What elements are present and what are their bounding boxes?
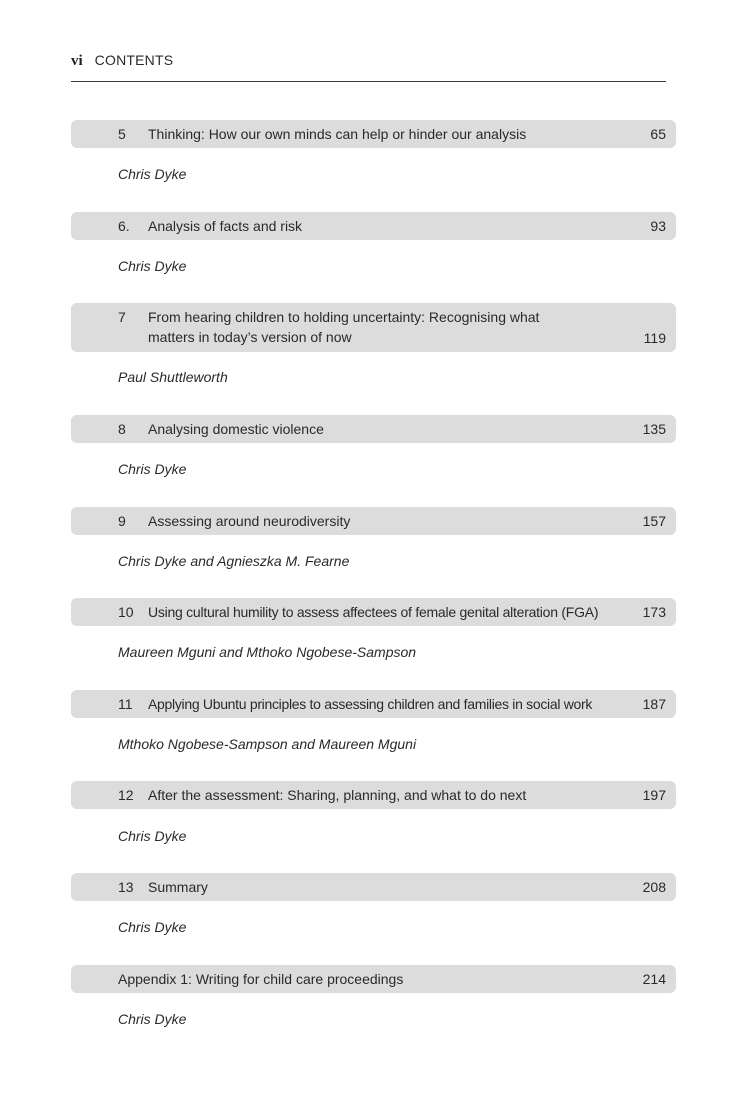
page-number: 197: [642, 787, 666, 803]
chapter-author: Chris Dyke and Agnieszka M. Fearne: [118, 553, 350, 569]
page-number: 208: [642, 879, 666, 895]
page-number: 173: [642, 604, 666, 620]
chapter-title[interactable]: Applying Ubuntu principles to assessing children and families in social work: [148, 696, 593, 712]
chapter-number: 5: [118, 126, 126, 142]
page-number: 65: [650, 126, 666, 142]
page-number: 187: [642, 696, 666, 712]
chapter-title[interactable]: Appendix 1: Writing for child care proceedings: [118, 971, 404, 987]
chapter-title[interactable]: Summary: [148, 879, 208, 895]
chapter-number: 10: [118, 604, 134, 620]
chapter-title[interactable]: Thinking: How our own minds can help or hinder our analysis: [148, 126, 527, 142]
toc-entry-chapter-10[interactable]: [71, 598, 676, 626]
chapter-author: Chris Dyke: [118, 166, 187, 182]
toc-entry-chapter-6[interactable]: [71, 212, 676, 240]
page-number: 214: [642, 971, 666, 987]
running-head-title: CONTENTS: [94, 52, 174, 68]
chapter-author: Chris Dyke: [118, 461, 187, 477]
header-rule: [71, 81, 666, 82]
chapter-author: Chris Dyke: [118, 828, 187, 844]
toc-entry-chapter-7[interactable]: [71, 303, 676, 352]
chapter-title[interactable]: Analysing domestic violence: [148, 421, 324, 437]
chapter-author: Paul Shuttleworth: [118, 369, 228, 385]
page-number: 119: [643, 330, 666, 346]
toc-entry-chapter-8[interactable]: [71, 415, 676, 443]
chapter-number: 13: [118, 879, 134, 895]
chapter-title[interactable]: After the assessment: Sharing, planning, and what to do next: [148, 787, 527, 803]
page-number: 157: [642, 513, 666, 529]
toc-entry-appendix-1[interactable]: [71, 965, 676, 993]
chapter-title[interactable]: Using cultural humility to assess affectees of female genital alteration (FGA): [148, 604, 599, 620]
chapter-author: Chris Dyke: [118, 919, 187, 935]
chapter-title[interactable]: Analysis of facts and risk: [148, 218, 303, 234]
chapter-author: Chris Dyke: [118, 258, 187, 274]
toc-entry-chapter-9[interactable]: [71, 507, 676, 535]
page-number: 93: [650, 218, 666, 234]
toc-entry-chapter-12[interactable]: [71, 781, 676, 809]
chapter-author: Maureen Mguni and Mthoko Ngobese-Sampson: [118, 644, 417, 660]
chapter-number: 8: [118, 421, 126, 437]
chapter-number: 12: [118, 787, 134, 803]
chapter-title[interactable]: Assessing around neurodiversity: [148, 513, 351, 529]
toc-entry-chapter-11[interactable]: [71, 690, 676, 718]
page-folio: vi: [71, 53, 83, 69]
chapter-author: Chris Dyke: [118, 1011, 187, 1027]
toc-entry-chapter-5[interactable]: [71, 120, 676, 148]
running-head: [71, 52, 173, 72]
chapter-number: 11: [118, 696, 133, 712]
chapter-title[interactable]: From hearing children to holding uncertainty: Recognising what matters in today’s version of now: [148, 309, 540, 345]
chapter-number: 7: [118, 309, 126, 325]
chapter-number: 9: [118, 513, 126, 529]
page-number: 135: [642, 421, 666, 437]
chapter-number: 6.: [118, 218, 130, 234]
toc-entry-chapter-13[interactable]: [71, 873, 676, 901]
chapter-author: Mthoko Ngobese-Sampson and Maureen Mguni: [118, 736, 417, 752]
